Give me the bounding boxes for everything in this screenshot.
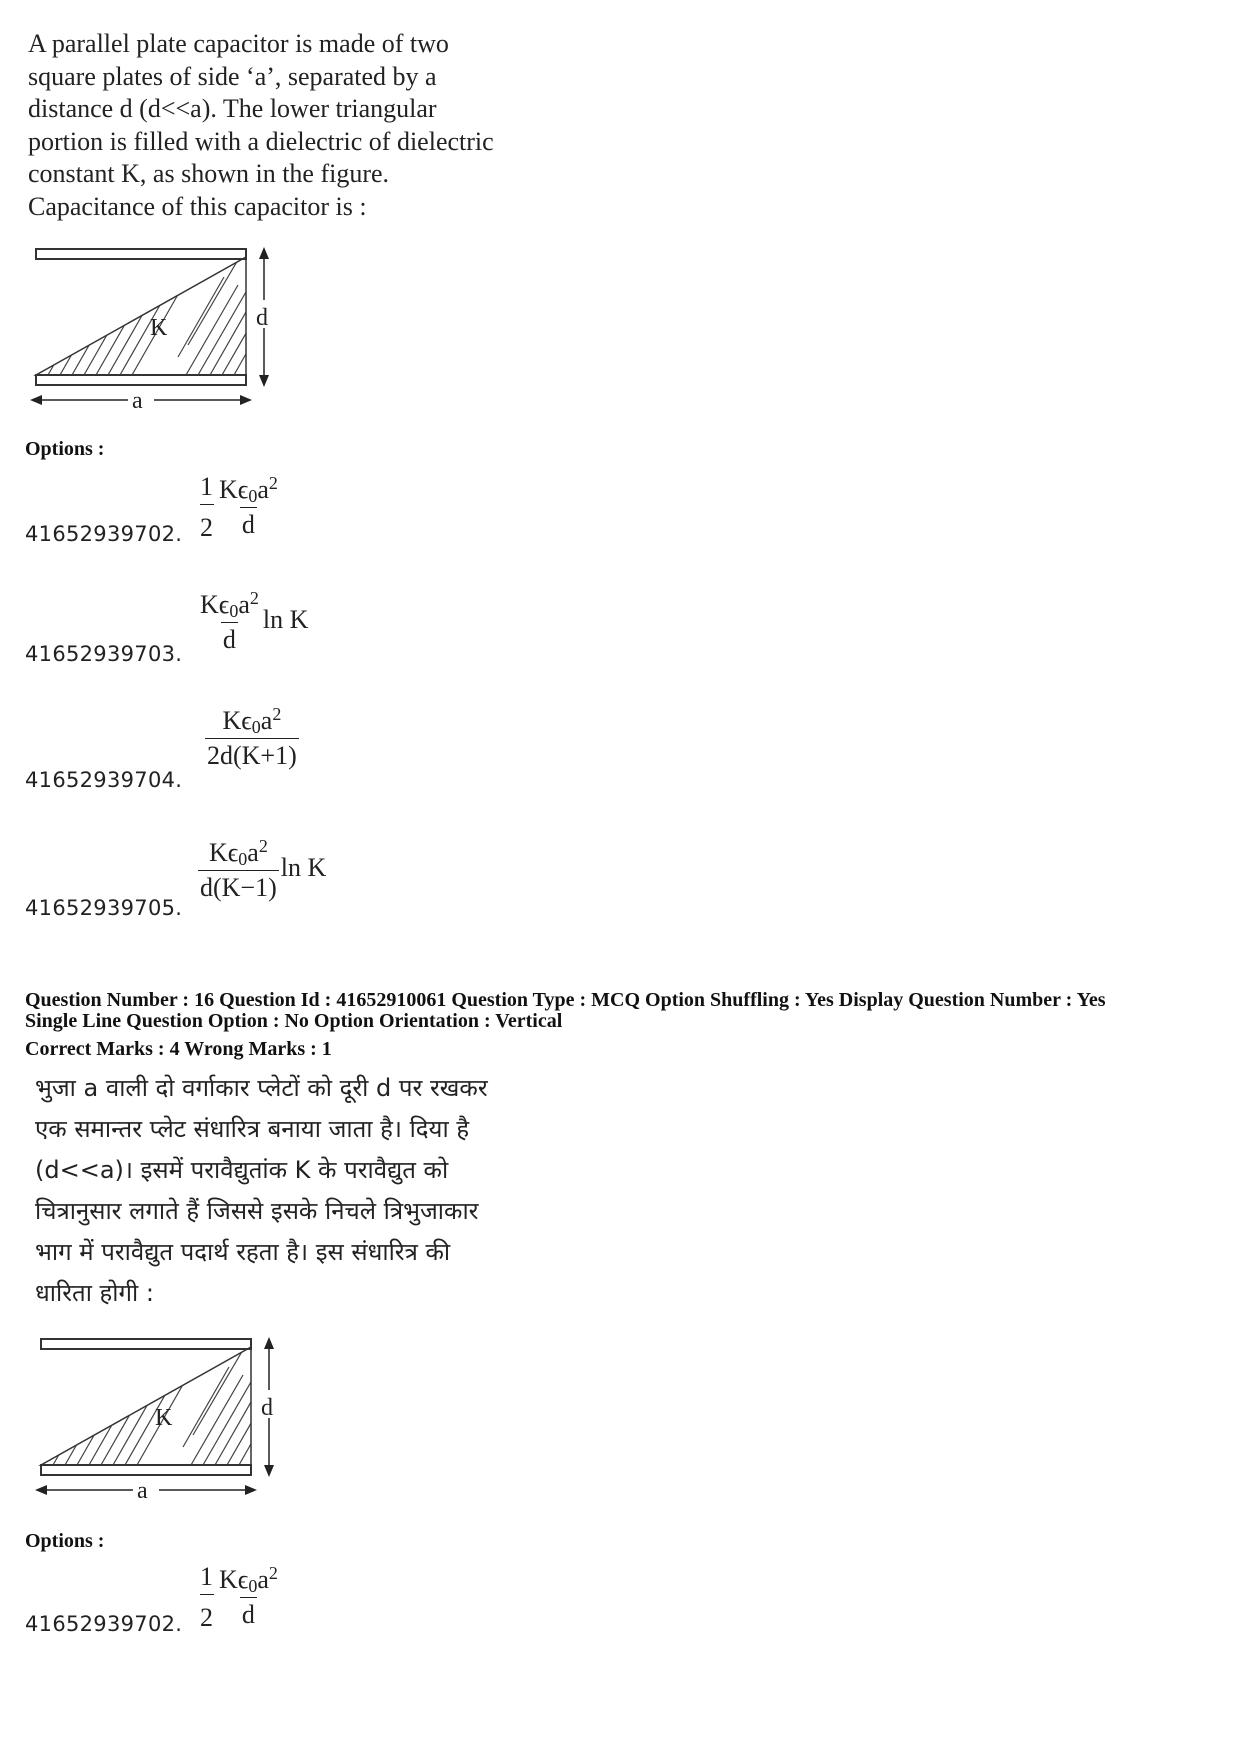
question-line: portion is filled with a dielectric of dielectric: [28, 126, 494, 156]
gap-label: d: [256, 305, 268, 331]
top-plate: [36, 249, 246, 259]
question-meta-line-1: Question Number : 16 Question Id : 41652910061 Question Type : MCQ Option Shuffling : Yes Display Question Number : Yes: [25, 989, 1106, 1011]
question-line: square plates of side ‘a’, separated by a: [28, 61, 437, 91]
options-label: Options :: [25, 438, 105, 460]
dielectric-hatching: [53, 1343, 273, 1465]
options-label: Options :: [25, 1530, 105, 1552]
question-line: एक समान्तर प्लेट संधारित्र बनाया जाता है। दिया है: [35, 1115, 470, 1143]
option-id: 41652939702.: [25, 522, 183, 546]
question-line: Capacitance of this capacitor is :: [28, 191, 367, 221]
question-text-english: [28, 28, 548, 223]
question-line: constant K, as shown in the figure.: [28, 159, 390, 188]
question-line: (d<<a)। इसमें परावैद्युतांक K के परावैद्युत को: [35, 1156, 449, 1184]
side-label: a: [137, 1478, 148, 1504]
option-formula: $\frac{K\epsilon_0a^2}{2d(K+1)}$: [207, 704, 297, 770]
option-id: 41652939702.: [25, 1612, 183, 1636]
question-text-hindi: [35, 1068, 555, 1314]
question-line: धारिता होगी :: [35, 1279, 154, 1307]
question-line: A parallel plate capacitor is made of two: [28, 29, 449, 58]
capacitor-figure: [28, 245, 288, 415]
side-label: a: [132, 388, 143, 414]
dielectric-label: K: [155, 1405, 173, 1431]
option-formula: $\frac{1}{2}$ $\frac{K\epsilon_0a^2}{d}$: [200, 1562, 278, 1632]
question-line: distance d (d<<a). The lower triangular: [28, 94, 437, 123]
question-line: चित्रानुसार लगाते हैं जिससे इसके निचले त्रिभुजाकार: [35, 1197, 479, 1225]
option-formula: $\frac{K\epsilon_0a^2}{d}$ ln K: [200, 588, 309, 654]
dielectric-label: K: [150, 315, 168, 341]
option-id: 41652939704.: [25, 768, 183, 792]
bottom-plate: [36, 375, 246, 385]
question-line: भुजा a वाली दो वर्गाकार प्लेटों को दूरी d पर रखकर: [35, 1074, 488, 1102]
option-formula: $\frac{K\epsilon_0a^2}{d(K-1)}$ ln K: [200, 836, 327, 902]
gap-label: d: [261, 1395, 273, 1421]
question-meta-line-2: Single Line Question Option : No Option Orientation : Vertical: [25, 1010, 563, 1032]
question-line: भाग में परावैद्युत पदार्थ रहता है। इस संधारित्र की: [35, 1238, 451, 1266]
dielectric-hatching: [48, 253, 268, 375]
marks-line: Correct Marks : 4 Wrong Marks : 1: [25, 1038, 332, 1060]
option-id: 41652939705.: [25, 896, 183, 920]
option-formula: $\frac{1}{2}$ $\frac{K\epsilon_0a^2}{d}$: [200, 472, 278, 542]
top-plate: [41, 1339, 251, 1349]
option-id: 41652939703.: [25, 642, 183, 666]
bottom-plate: [41, 1465, 251, 1475]
capacitor-figure: [33, 1335, 293, 1505]
